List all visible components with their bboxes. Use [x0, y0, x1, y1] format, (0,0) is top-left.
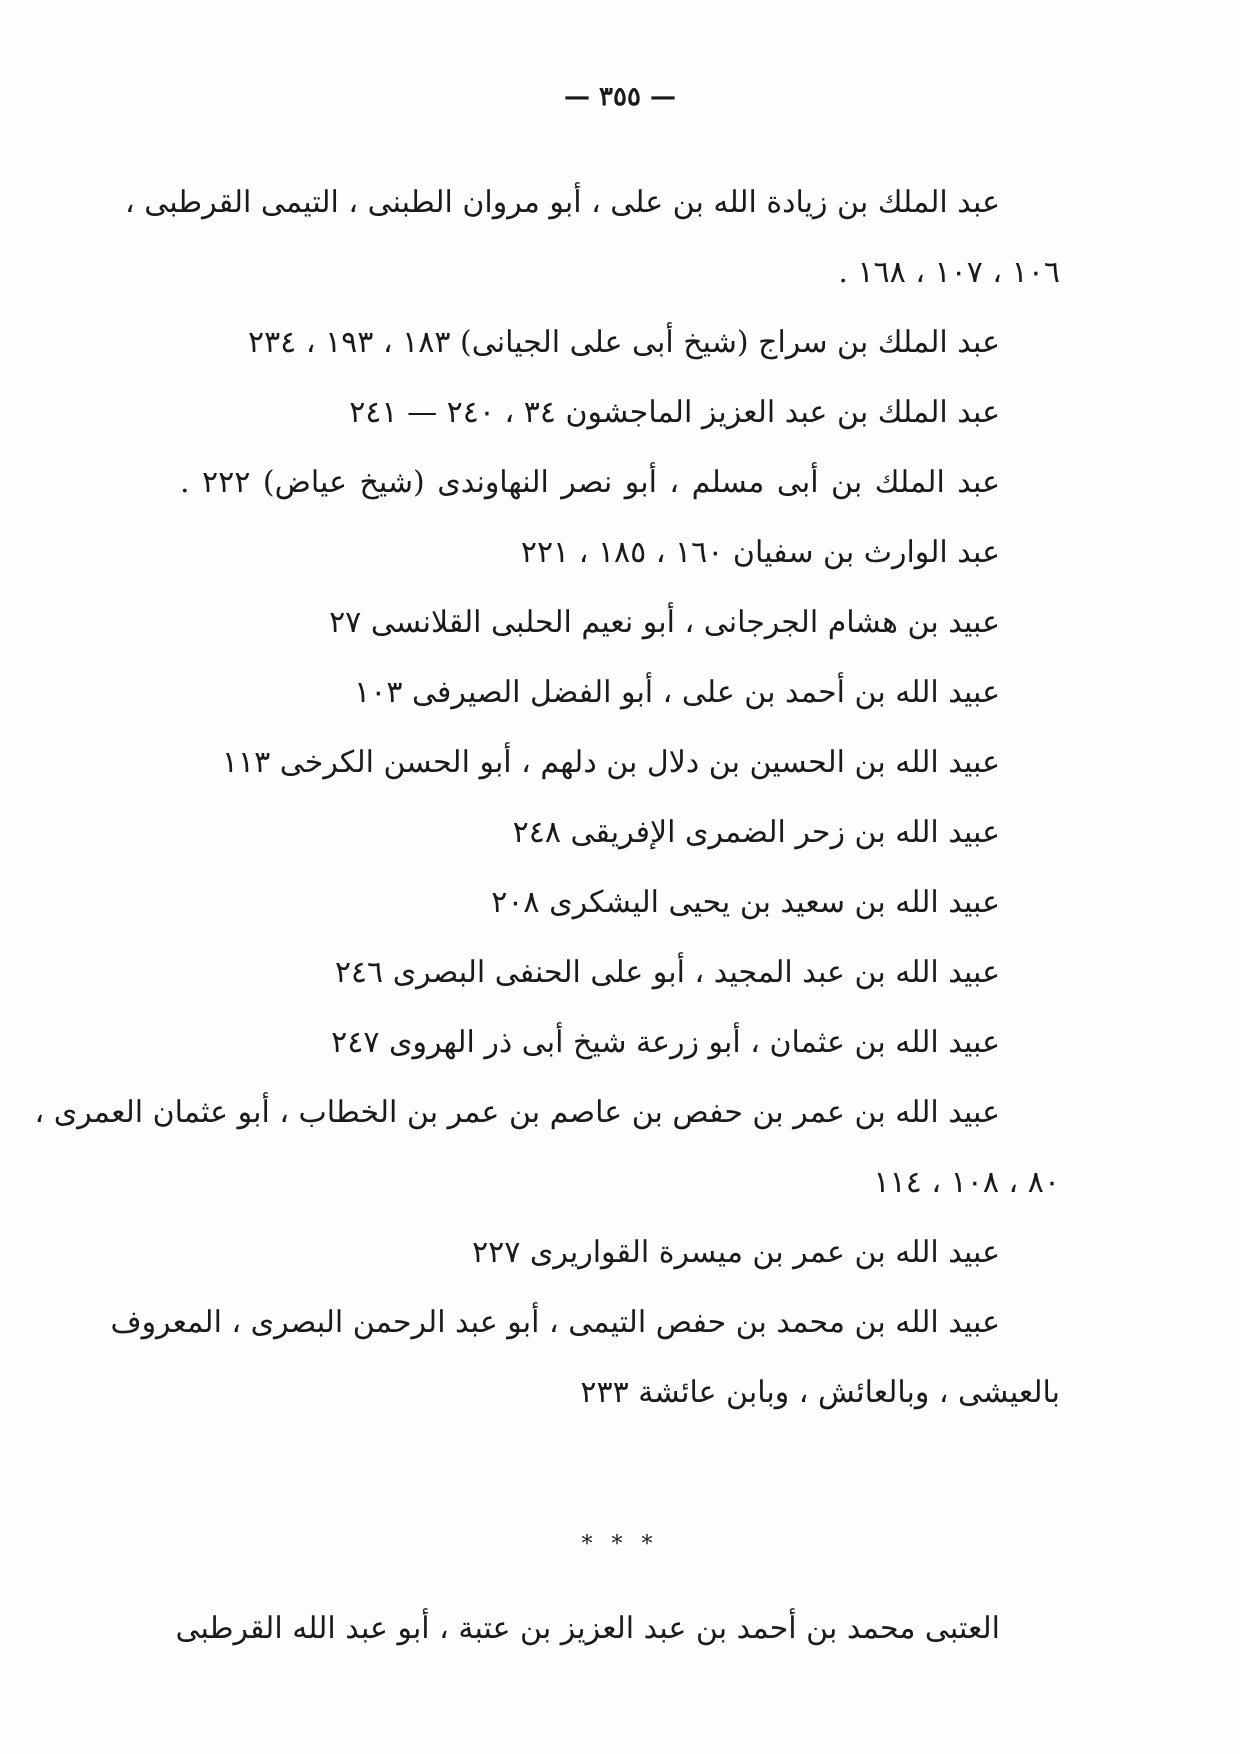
index-line-continuation: بالعيشى ، وبالعائش ، وبابن عائشة ٢٣٣ — [580, 1375, 1060, 1410]
page-number: — ٣٥٥ — — [563, 82, 677, 112]
index-line-continuation: ١٠٦ ، ١٠٧ ، ١٦٨ . — [838, 255, 1060, 290]
index-line: عبيد الله بن زحر الضمرى الإفريقى ٢٤٨ — [512, 815, 1000, 850]
index-line: عبد الملك بن زيادة الله بن على ، أبو مروان الطبنى ، التيمى القرطبى ، — [125, 185, 1000, 220]
index-line: عبيد الله بن الحسين بن دلال بن دلهم ، أبو الحسن الكرخى ١١٣ — [221, 745, 1000, 780]
index-line-continuation: ٨٠ ، ١٠٨ ، ١١٤ — [873, 1165, 1060, 1200]
index-entries — [34, 168, 1060, 1428]
index-line: عبيد الله بن أحمد بن على ، أبو الفضل الصيرفى ١٠٣ — [354, 675, 1000, 710]
index-line: عبد الملك بن أبى مسلم ، أبو نصر النهاوندى (شيخ عياض) ٢٢٢ . — [180, 465, 1000, 500]
index-line: عبيد الله بن عمر بن ميسرة القواريرى ٢٢٧ — [471, 1235, 1000, 1270]
index-line: عبيد الله بن عثمان ، أبو زرعة شيخ أبى ذر الهروى ٢٤٧ — [331, 1025, 1000, 1060]
index-line: عبيد الله بن عبد المجيد ، أبو على الحنفى البصرى ٢٤٦ — [334, 955, 1000, 990]
index-line: عبد الملك بن سراج (شيخ أبى على الجيانى) ١٨٣ ، ١٩٣ ، ٢٣٤ — [247, 325, 1000, 360]
index-line-text: العتبى محمد بن أحمد بن عبد العزيز بن عتبة ، أبو عبد الله القرطبى — [175, 1611, 1000, 1646]
index-line: عبد الوارث بن سفيان ١٦٠ ، ١٨٥ ، ٢٢١ — [520, 535, 1000, 570]
index-line-next-section — [175, 1594, 1060, 1664]
index-line: عبيد الله بن عمر بن حفص بن عاصم بن عمر بن الخطاب ، أبو عثمان العمرى ، — [34, 1095, 1000, 1130]
index-line: عبد الملك بن عبد العزيز الماجشون ٣٤ ، ٢٤٠ — ٢٤١ — [349, 395, 1000, 430]
index-line: عبيد بن هشام الجرجانى ، أبو نعيم الحلبى القلانسى ٢٧ — [329, 605, 1000, 640]
index-line: عبيد الله بن سعيد بن يحيى اليشكرى ٢٠٨ — [491, 885, 1000, 920]
section-separator: * * * — [581, 1532, 659, 1557]
index-line: عبيد الله بن محمد بن حفص التيمى ، أبو عبد الرحمن البصرى ، المعروف — [110, 1305, 1000, 1340]
